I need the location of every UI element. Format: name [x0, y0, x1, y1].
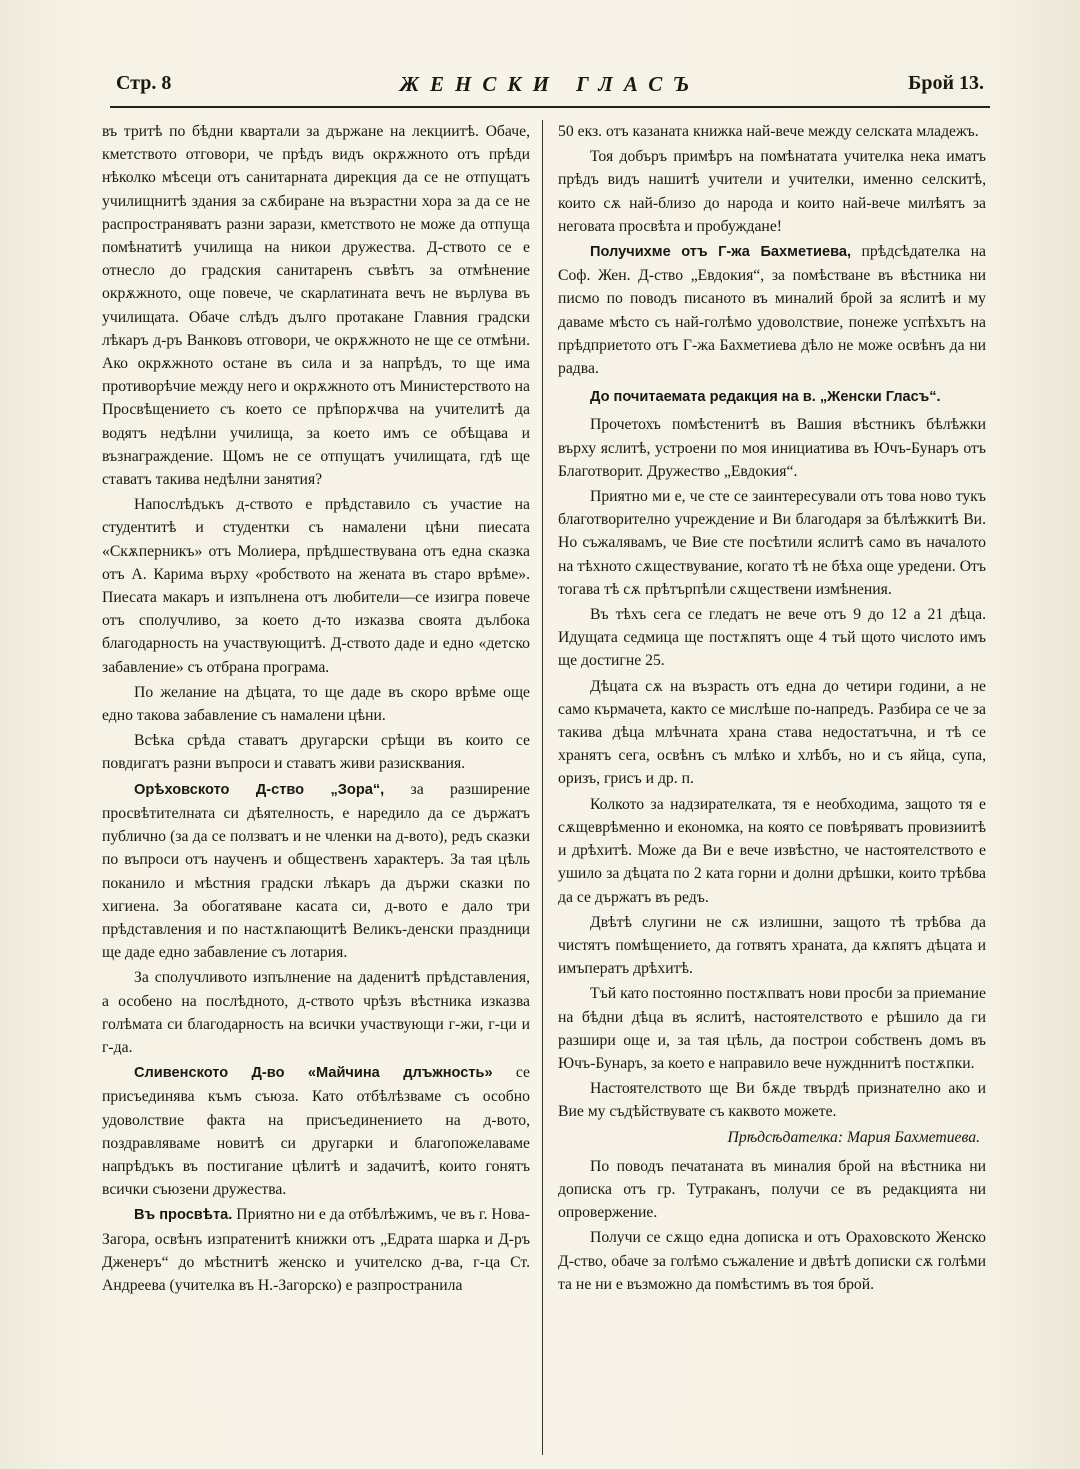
paragraph-lead: Сливенското Д-во «Майчина длъжность»	[134, 1065, 493, 1082]
left-column	[102, 120, 530, 1299]
paragraph-body: за разширение просвѣтителната си дѣятелность, е наредило да се държатъ публично (за да се ползватъ и не членки на д-вото), редъ сказки по въпроси отъ наученъ и общественъ характеръ. За тая цѣль поканило и мѣстния градски лѣкаръ да държи сказки по хигиена. За обогатяване касата си, д-вото е дало три прѣдставления и по настѫпающитѣ Великъ-денски праздници ще даде едно забавление съ лотария.	[102, 780, 530, 962]
column-divider	[542, 120, 543, 1455]
paragraph: По желание на дѣцата, то ще даде въ скоро врѣме още едно такова забавление съ намалени цѣни.	[102, 683, 530, 725]
paragraph	[102, 1061, 530, 1201]
paragraph-lead: Получихме отъ Г-жа Бахметиева,	[590, 244, 852, 261]
paragraph: Въ тѣхъ сега се гледатъ не вече отъ 9 до 12 а 21 дѣца. Идущата седмица ще постѫпятъ още 4 тъй щото числото имъ ще достигне 25.	[558, 606, 986, 670]
paragraph-body: прѣдсѣдателка на Соф. Жен. Д-ство „Евдокия“, за помѣстване въ вѣстника ни писмо по поводъ писаното въ миналий брой за яслитѣ и му даваме мѣсто съ най-голѣмо удоволствие, понеже успѣхътъ на прѣдприетото отъ Г-жа Бахметиева дѣло не може освѣнъ да ни радва.	[558, 243, 987, 378]
letter-heading: До почитаемата редакция на в. „Женски Гласъ“.	[590, 389, 941, 406]
issue-number: Брой 13.	[908, 72, 984, 94]
paragraph: За сполучливото изпълнение на даденитѣ прѣдставления, а особено на послѣдното, д-ството чрѣзъ вѣстника изказва голѣмата си благодарность на всички участвующи г-жи, г-ци и г-да.	[102, 969, 530, 1056]
page-header	[110, 66, 990, 108]
paragraph: Всѣка срѣда ставатъ другарски срѣщи въ които се повдигатъ разни въпроси и ставатъ живи разисквания.	[102, 732, 530, 773]
paragraph: Колкото за надзирателката, тя е необходима, защото тя е сѫщеврѣменно и економка, на която се повѣряватъ провизиитѣ и дрѣхитѣ. Може да Ви е вече извѣстно, че настоятелството е ушило за дѣцата по 2 ката горни и долни дрѣшки, които трѣбва да се държатъ въ редъ.	[558, 795, 986, 906]
newspaper-title: ЖЕНСКИ ГЛАСЪ	[399, 72, 701, 96]
paragraph-lead: Орѣховското Д-ство „Зора“,	[134, 781, 385, 798]
paragraph: Дѣцата сѫ на възрасть отъ една до четири години, а не само кърмачета, както се мислѣше по-напредъ. Разбира се че за такива дѣца млѣчната храна става недостатъчна, и тѣ се хранятъ сега, освѣнъ съ млѣко и хлѣбъ, но и съ яйца, супа, оризъ, грисъ и др. п.	[558, 677, 986, 788]
paragraph	[102, 778, 530, 965]
paragraph-body: се присъединява къмъ съюза. Като отбѣлѣзваме съ особно удоволствие факта на присъединението на д-вото, поздравляваме новитѣ си другарки и благопожелаваме напрѣдъкъ въ постигание цѣлитѣ и задачитѣ, които гонятъ всички съюзени дружества.	[102, 1064, 530, 1199]
paragraph	[102, 1203, 530, 1297]
paragraph: Двѣтѣ слугини не сѫ излишни, защото тѣ трѣбва да чистятъ помѣщението, да готвятъ храната, да кѫпятъ дѣцата и имъператъ дрѣхитѣ.	[558, 913, 986, 978]
paragraph	[558, 240, 986, 380]
paragraph: въ тритѣ по бѣдни квартали за държане на лекциитѣ. Обаче, кметството отговори, че прѣдъ видъ окрѫжното отъ прѣди нѣколко мѣсеци отъ санитарната дирекция да се не отпущатъ училищнитѣ здания за сѫбиране на възрастни хора за да се не распространяватъ разни зарази, кметството не може да отпуща помѣнатитѣ училища на никои дружества. Д-ството се е отнесло до градския санитаренъ съвѣтъ за отмѣнение окрѫжното, още повече, че скарлатината вечъ не върлува въ училищата. Обаче слѣдъ дълго протакане Главния градски лѣкаръ д-ръ Ванковъ отговори, че окрѫжното не ще се отмѣни. Ако окрѫжното остане въ сила и за напрѣдъ, то ще има противорѣчие между него и окрѫжното отъ Министерството на Просвѣщението съ което се прѣпорѫчва на учителитѣ да водятъ недѣлни училища, за което имъ се обѣщава и възнаграждение. Щомъ не се отпущатъ училищата, гдѣ ще ставатъ такива недѣлни занятия?	[102, 123, 530, 489]
paragraph: Напослѣдъкъ д-ството е прѣдставило съ участие на студентитѣ и студентки съ намалени цѣни пиесата «Скѫперникъ» отъ Молиера, прѣдшествувана отъ една сказка отъ А. Карима върху «робството на жената въ старо врѣме». Пиесата макаръ и изпълнена отъ любители—се изигра повече отъ сполучливо, за което д-то изказва своята дълбока благодарность на участвующитѣ. Д-ството даде и едно «детско забавление» съ отбрана програма.	[102, 496, 530, 676]
paragraph: Прочетохъ помѣстенитѣ въ Вашия вѣстникъ бѣлѣжки върху яслитѣ, устроени по моя инициатива въ Ючъ-Бунаръ отъ Благотворит. Дружество „Евдокия“.	[558, 416, 986, 480]
right-column	[558, 120, 986, 1298]
signature: Прѣдсѣдателка: Мария Бахметиева.	[727, 1128, 980, 1146]
paragraph: Получи се сѫщо една дописка и отъ Ораховското Женско Д-ство, обаче за голѣмо съжаление и двѣтѣ дописки сѫ голѣми та не ни е възможно да помѣстимъ въ тоя брой.	[558, 1229, 986, 1293]
paragraph: По поводъ печатаната въ миналия брой на вѣстника ни дописка отъ гр. Тутраканъ, получи се въ редакцията ни опровержение.	[558, 1157, 986, 1222]
paragraph: Настоятелството ще Ви бѫде твърдѣ признателно ако и Вие му съдѣйствувате съ каквото можете.	[558, 1080, 986, 1121]
paragraph-lead: Въ просвѣта.	[134, 1207, 233, 1224]
page-number: Стр. 8	[116, 72, 172, 94]
paragraph: 50 екз. отъ казаната книжка най-вече между селската младежъ.	[558, 123, 979, 140]
paragraph-body: Приятно ни е да отбѣлѣжимъ, че въ г. Нова-Загора, освѣнъ изпратенитѣ книжки отъ „Едрата шарка и Д-ръ Дженеръ“ до мѣстнитѣ женско и учителско д-ва, г-ца Ст. Андреева (учителка въ Н.-Загорско) е разпространила	[102, 1206, 530, 1294]
paragraph: Тоя добъръ примѣръ на помѣнатата учителка нека иматъ прѣдъ видъ нашитѣ учители и учителки, именно селскитѣ, които сѫ най-близо до народа и които най-вече милѣятъ за неговата просвѣта и пробуждане!	[558, 148, 986, 235]
paragraph: Приятно ми е, че сте се заинтересували отъ това ново тукъ благотворително учреждение и Ви благодаря за бѣлѣжкитѣ Ви. Но съжалявамъ, че Вие сте посѣтили яслитѣ само въ началото на тѣхното сѫществувание, когато тѣ не бѣха още уредени. Отъ тогава тѣ сѫ прѣтърпѣли сѫществени измѣнения.	[558, 488, 986, 598]
paragraph: Тъй като постоянно постѫпватъ нови просби за приемание на бѣдни дѣца въ яслитѣ, настоятелството е рѣшило да ги разшири още и, за тая цѣль, да построи собственъ домъ въ Ючъ-Бунаръ, за което е направило вече нуждннитѣ постѫпки.	[558, 985, 986, 1072]
